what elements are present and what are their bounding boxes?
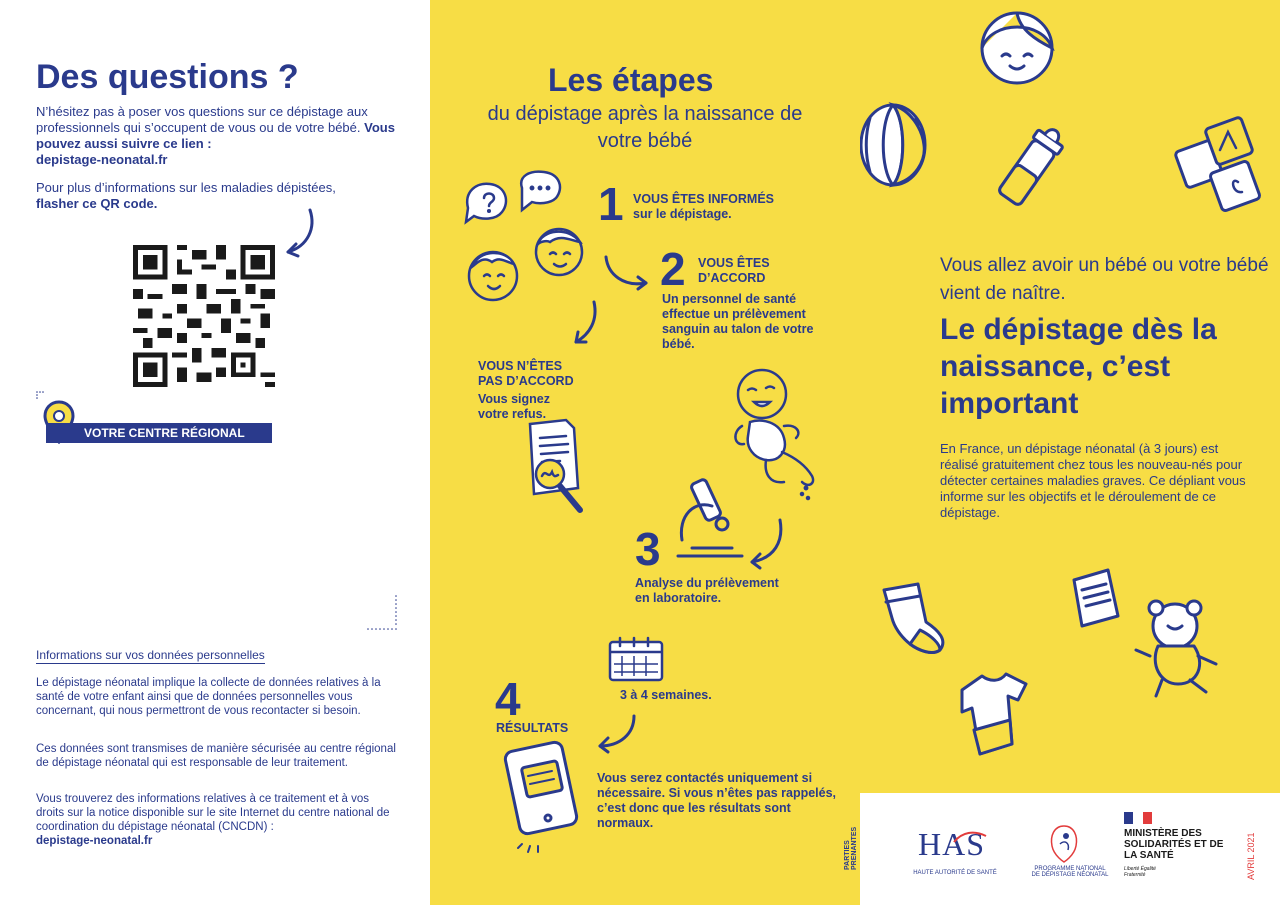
microscope-icon: [672, 476, 752, 564]
intro-text: N’hésitez pas à poser vos questions sur ce dépistage aux professionnels qui s’occupent de vous ou de votre bébé.: [36, 104, 368, 135]
has-logo-swoosh: [952, 830, 988, 844]
middle-panel: [430, 0, 860, 905]
signed-document-icon: [508, 418, 598, 522]
programme-caption: PROGRAMME NATIONAL DE DÉPISTAGE NÉONATAL: [1031, 866, 1109, 878]
step1-number: 1: [598, 178, 624, 230]
side-label-vertical: PARTIES PRENANTES: [844, 826, 858, 870]
marianne-flag: [1124, 812, 1152, 824]
intro-body: En France, un dépistage néonatal (à 3 jours) est réalisé gratuitement chez tous les nouveau-nés pour détecter certaines maladies graves. Ce dépliant vous informe sur les objectifs et le déroulement de ce dépistage.: [940, 441, 1246, 520]
step2-bold-line2: D’ACCORD: [698, 271, 766, 285]
flag-red: [1143, 812, 1152, 824]
personal-data-paragraph-3: [36, 792, 396, 848]
step1-text: sur le dépistage.: [633, 207, 732, 221]
arrow-to-refuse-icon: [566, 298, 602, 350]
step4-text: Vous serez contactés uniquement si nécessaire. Si vous n’êtes pas rappelés, c’est donc que les résultats sont normaux.: [597, 771, 837, 830]
step2-text: Un personnel de santé effectue un prélèvement sanguin au talon de votre bébé.: [662, 292, 814, 351]
arrow-to-step4-icon: [594, 712, 642, 756]
main-title: Le dépistage dès la naissance, c’est important: [940, 313, 1217, 420]
personal-data-paragraph-2: Ces données sont transmises de manière sécurisée au centre régional de dépistage néonatal qui est responsable de leur traitement.: [36, 743, 396, 769]
regional-center-badge: VOTRE CENTRE RÉGIONAL: [46, 423, 272, 443]
arrow-to-qr-icon: [280, 208, 320, 260]
has-caption: HAUTE AUTORITÉ DE SANTÉ: [913, 870, 997, 876]
step3-number: 3: [635, 523, 661, 575]
has-logo: HAS: [918, 826, 986, 862]
step4-number: 4: [495, 673, 521, 725]
step3-text: Analyse du prélèvement en laboratoire.: [635, 576, 779, 605]
flag-blue: [1124, 812, 1133, 824]
questions-title-regular: Des: [36, 58, 108, 96]
phone-icon: [498, 740, 586, 860]
step1-bold: VOUS ÊTES INFORMÉS: [633, 192, 774, 206]
steps-subtitle: du dépistage après la naissance de votre bébé: [487, 103, 803, 152]
step2-bold-line1: VOUS ÊTES: [698, 256, 770, 270]
more-info-bold-text: flasher ce QR code.: [36, 196, 158, 211]
baby-clothes-illustration: [860, 560, 1280, 760]
step2-heading: [698, 256, 770, 286]
more-info-text: Pour plus d’informations sur les maladies dépistées,: [36, 180, 336, 195]
more-info-paragraph: [36, 180, 396, 212]
intro-paragraph: [36, 104, 396, 168]
step2-number: 2: [660, 243, 686, 295]
website-link[interactable]: depistage-neonatal.fr: [36, 152, 168, 167]
arrow-to-step3-icon: [744, 516, 786, 572]
qr-code[interactable]: [133, 245, 275, 387]
questions-title: [36, 58, 299, 97]
personal-data-link[interactable]: depistage-neonatal.fr: [36, 835, 153, 847]
programme-logo-icon: [1046, 822, 1082, 866]
step1-label: [633, 192, 774, 222]
step4-heading: RÉSULTATS: [496, 721, 569, 735]
corner-dots-bottom: [366, 594, 398, 634]
intro-bold-text: Vous pouvez aussi suivre ce lien :: [36, 120, 395, 151]
calendar-icon: [606, 634, 666, 684]
questions-title-bold: questions ?: [107, 58, 299, 96]
parents-questions-illustration: [460, 170, 610, 310]
refuse-text: Vous signez votre refus.: [478, 392, 551, 421]
step3-weeks: 3 à 4 semaines.: [620, 688, 712, 702]
ministere-devise: Liberté Égalité Fraternité: [1124, 866, 1156, 878]
steps-title: Les étapes: [548, 62, 714, 98]
intro-subtitle: Vous allez avoir un bébé ou votre bébé vient de naître.: [940, 255, 1269, 304]
flag-white: [1133, 812, 1142, 824]
refuse-heading: VOUS N’ÊTES PAS D’ACCORD: [478, 359, 574, 388]
left-panel: [0, 0, 430, 905]
right-panel: [860, 0, 1280, 905]
edition-date: AVRIL 2021: [1246, 832, 1256, 880]
personal-data-paragraph-1: Le dépistage néonatal implique la collecte de données relatives à la santé de votre enfant ainsi que de données personnelles vous concernant, qui nous permettront de vous recontacter si besoin.: [36, 677, 381, 717]
personal-data-title: Informations sur vos données personnelles: [36, 648, 265, 662]
arrow-to-step2-icon: [602, 253, 652, 293]
baby-items-illustration: [860, 0, 1280, 240]
personal-data-paragraph-3-text: Vous trouverez des informations relatives à ce traitement et à vos droits sur la notice disponible sur le site Internet du centre national de coordination du dépistage néonatal (CNCDN) :: [36, 793, 390, 833]
ministere-name: MINISTÈRE DES SOLIDARITÉS ET DE LA SANTÉ: [1124, 828, 1224, 861]
